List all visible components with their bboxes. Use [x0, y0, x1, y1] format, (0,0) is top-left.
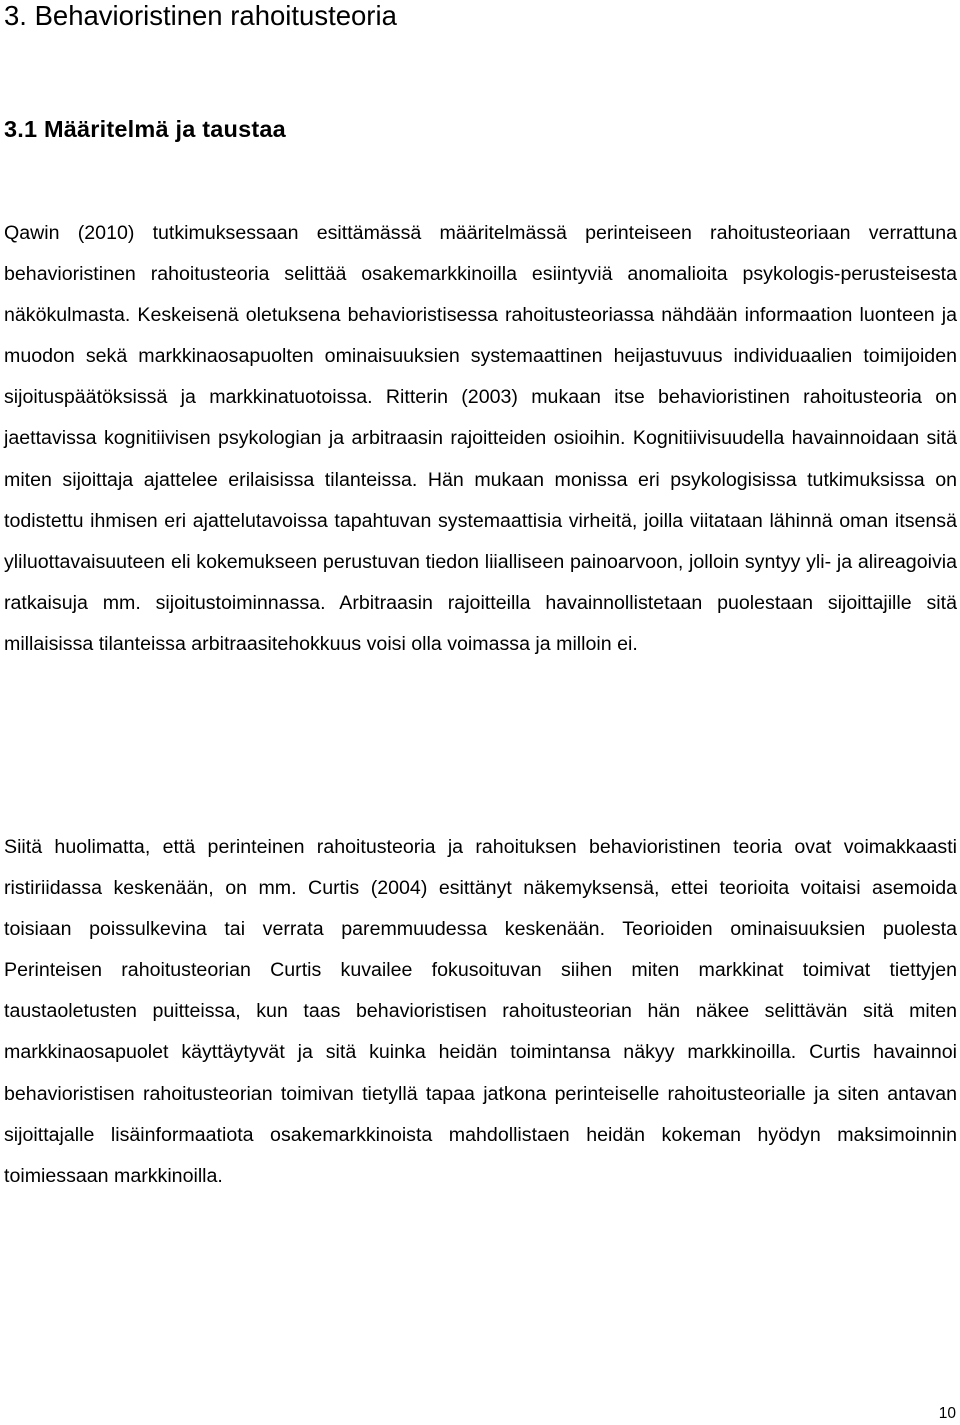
page-number: 10	[938, 1405, 956, 1422]
section-heading: 3.1 Määritelmä ja taustaa	[4, 116, 286, 142]
body-paragraph-1: Qawin (2010) tutkimuksessaan esittämässä määritelmässä perinteiseen rahoitusteoriaan verrattuna behavioristinen rahoitusteoria selittää osakemarkkinoilla esiintyviä anomalioita psykologis-perusteisesta näkökulmasta. Keskeisenä oletuksena behavioristisessa rahoitusteoriassa nähdään informaation luonteen ja muodon sekä markkinaosapuolten ominaisuuksien systemaattinen heijastuvuus individuaalien toimijoiden sijoituspäätöksissä ja markkinatuotoissa. Ritterin (2003) mukaan itse behavioristinen rahoitusteoria on jaettavissa kognitiivisen psykologian ja arbitraasin rajoitteiden osioihin. Kognitiivisuudella havainnoidaan sitä miten sijoittaja ajattelee erilaisissa tilanteissa. Hän mukaan monissa eri psykologisissa tutkimuksissa on todistettu ihmisen eri ajattelutavoissa tapahtuvan systemaattisia virheitä, joilla viitataan lähinnä oman itsensä yliluottavaisuuteen eli kokemukseen perustuvan tiedon liialliseen painoarvoon, jolloin syntyy yli- ja alireagoivia ratkaisuja mm. sijoitustoiminnassa. Arbitraasin rajoitteilla havainnollistetaan puolestaan sijoittajille sitä millaisissa tilanteissa arbitraasitehokkuus voisi olla voimassa ja milloin ei.	[4, 222, 957, 655]
chapter-heading: 3. Behavioristinen rahoitusteoria	[4, 0, 397, 31]
body-paragraph-2: Siitä huolimatta, että perinteinen rahoitusteoria ja rahoituksen behavioristinen teoria ovat voimakkaasti ristiriidassa keskenään, on mm. Curtis (2004) esittänyt näkemyksensä, ettei teorioita voitaisi asemoida toisiaan poissulkevina tai verrata paremmuudessa keskenään. Teorioiden ominaisuuksien puolesta Perinteisen rahoitusteorian Curtis kuvailee fokusoituvan siihen miten markkinat toimivat tiettyjen taustaoletusten puitteissa, kun taas behavioristisen rahoitusteorian hän näkee selittävän sitä miten markkinaosapuolet käyttäytyvät ja sitä kuinka heidän toimintansa näkyy markkinoilla. Curtis havainnoi behavioristisen rahoitusteorian toimivan tietyllä tapaa jatkona perinteiselle rahoitusteorialle ja siten antavan sijoittajalle lisäinformaatiota osakemarkkinoista mahdollistaen heidän kokeman hyödyn maksimoinnin toimiessaan markkinoilla.	[4, 836, 957, 1187]
